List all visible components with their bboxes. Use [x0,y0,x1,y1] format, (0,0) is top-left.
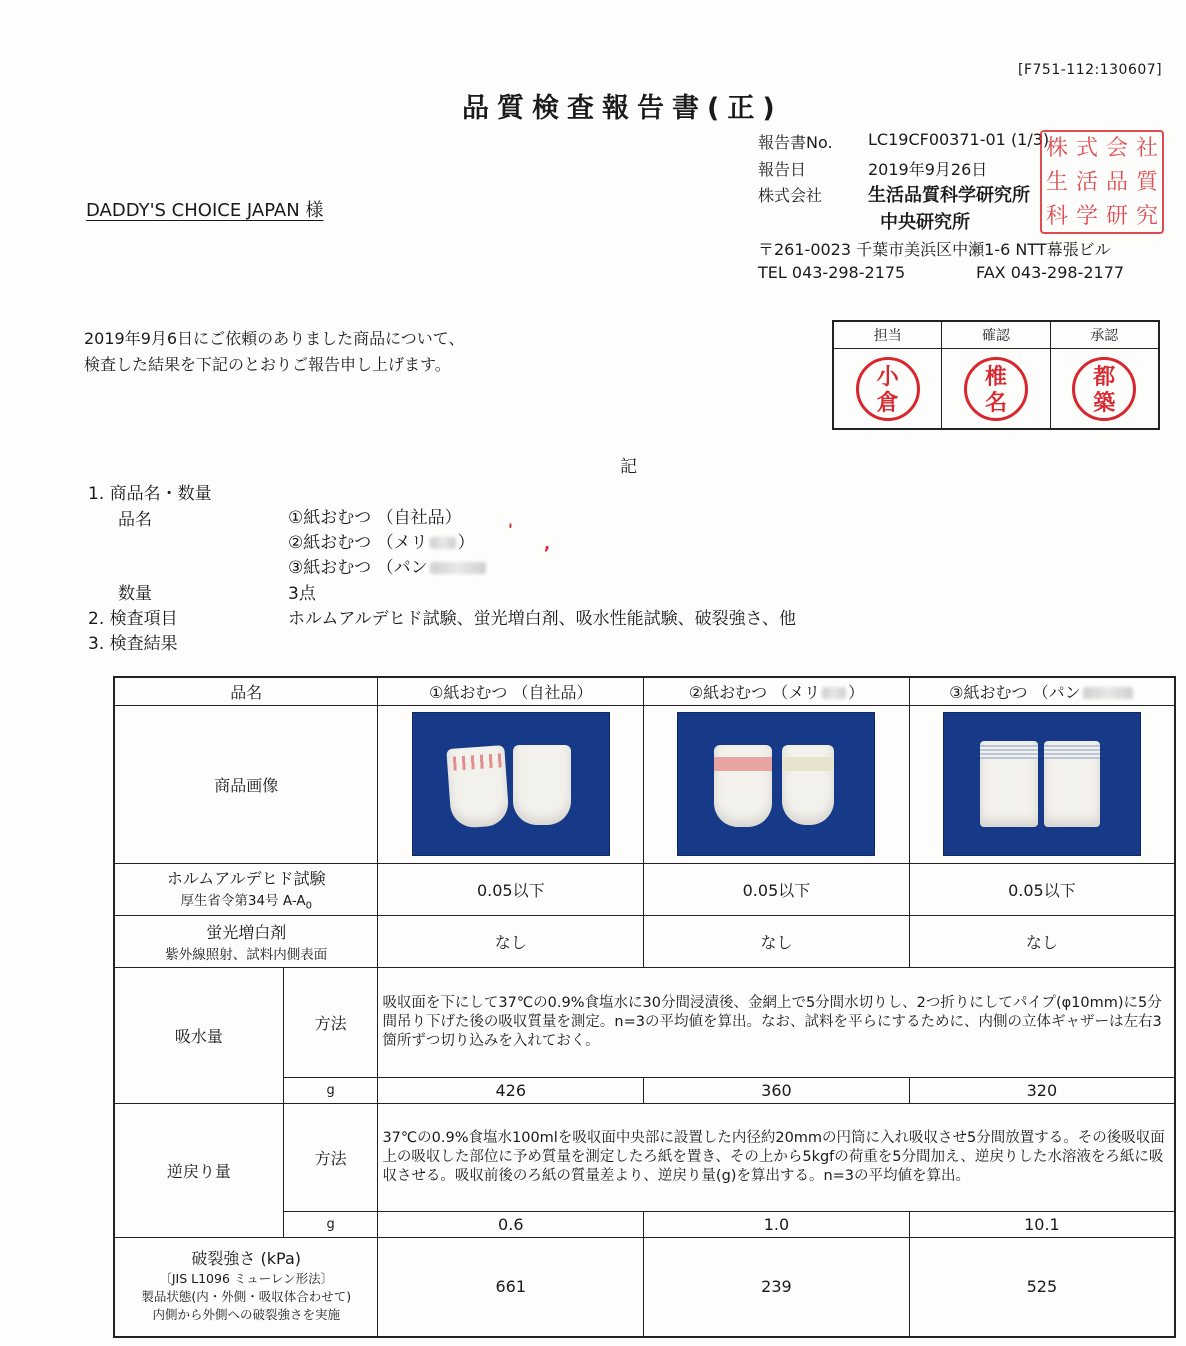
fluorescent-condition: 紫外線照射、試料内側表面 [165,946,328,963]
seal-confirm [964,357,1028,421]
ki-mark: 記 [620,457,637,477]
header-product-2-name: ②紙おむつ （メリ [688,682,821,702]
quantity-label: 数量 [118,584,152,604]
report-date-label: 報告日 [758,160,807,179]
quantity-value: 3点 [288,584,316,604]
diaper-image [714,745,772,827]
row-label-image: 商品画像 [114,705,378,863]
fluorescent-value-1: なし [378,915,644,967]
document-title: 品質検査報告書(正) [462,93,783,124]
approval-header-approve: 承認 [1050,321,1159,349]
burst-direction: 内側から外側への破裂強さを実施 [152,1306,340,1322]
fluorescent-value-2: なし [644,915,910,967]
burst-value-3: 525 [909,1237,1175,1337]
section-3-heading: 3. 検査結果 [88,634,178,654]
product-1-photo [412,712,610,856]
row-label-rewet: 逆戻り量 [114,1103,283,1237]
seal-character: 品 [1105,170,1128,195]
rewet-value-1: 0.6 [378,1211,644,1237]
red-ink-mark: , [544,534,551,553]
rewet-value-2: 1.0 [644,1211,910,1237]
redaction [1083,687,1133,699]
report-no-label: 報告書No. [758,133,833,152]
burst-value-1: 661 [378,1237,644,1337]
report-date-value: 2019年9月26日 [868,160,988,179]
seal-confirm-text: 椎名 [984,363,1007,416]
company-tel: TEL 043-298-2175 [758,263,906,282]
approval-header-charge: 担当 [833,321,942,349]
company-seal [1040,130,1164,234]
company-division: 中央研究所 [880,212,970,233]
product-3 [288,553,488,578]
header-product-3-name: ③紙おむつ （パン [949,682,1081,702]
product-2-close: ） [457,533,475,553]
absorption-value-3: 320 [909,1077,1175,1103]
formaldehyde-value-3: 0.05以下 [909,863,1175,915]
results-table [113,676,1176,1338]
formaldehyde-standard-subscript: 0 [305,900,313,912]
company-name: 生活品質科学研究所 [868,185,1030,206]
burst-title: 破裂強さ (kPa) [191,1248,301,1268]
recipient: DADDY'S CHOICE JAPAN 様 [86,200,324,221]
formaldehyde-standard-text: 厚生省令第34号 A-A [180,893,306,910]
company-label: 株式会社 [758,186,823,205]
formaldehyde-value-2: 0.05以下 [644,863,910,915]
seal-character: 式 [1075,136,1098,161]
header-product-3 [909,677,1175,705]
header-product-2-close: ） [848,682,865,702]
seal-charge [856,357,920,421]
intro-line-1: 2019年9月6日にご依頼のありました商品について、 [84,329,465,348]
fluorescent-value-3: なし [909,915,1175,967]
seal-character: 社 [1135,136,1158,161]
document-id: [F751-112:130607] [1018,62,1163,78]
seal-character: 学 [1075,204,1098,229]
redaction [430,537,456,549]
burst-value-2: 239 [644,1237,910,1337]
row-label-burst [114,1237,378,1337]
seal-character: 質 [1135,170,1158,195]
row-label-absorption: 吸水量 [114,967,283,1103]
product-name-label: 品名 [118,510,152,530]
product-3-photo [943,712,1141,856]
seal-character: 会 [1105,136,1128,161]
diaper-image [446,745,509,829]
formaldehyde-standard [115,889,377,912]
intro-line-2: 検査した結果を下記のとおりご報告申し上げます。 [84,355,451,374]
seal-character: 究 [1135,204,1158,229]
diaper-image [782,745,834,825]
product-3-photo-cell [909,705,1175,863]
product-2-photo [677,712,875,856]
header-product-1: ①紙おむつ （自社品） [378,677,644,705]
seal-character: 生 [1045,170,1068,195]
diaper-image [513,745,571,825]
row-label-formaldehyde [114,863,378,915]
seal-approve-text: 都築 [1093,363,1116,416]
rewet-value-3: 10.1 [909,1211,1175,1237]
section-1-heading: 1. 商品名・数量 [88,484,212,504]
formaldehyde-value-1: 0.05以下 [378,863,644,915]
product-3-name: ③紙おむつ （パン [288,558,428,578]
seal-character: 株 [1045,136,1068,161]
seal-character: 研 [1105,204,1128,229]
absorption-method-label: 方法 [283,967,378,1077]
product-2-photo-cell [644,705,910,863]
header-product-2 [644,677,910,705]
rewet-method-label: 方法 [283,1103,378,1211]
inspection-items: ホルムアルデヒド試験、蛍光増白剤、吸水性能試験、破裂強さ、他 [288,609,796,629]
formaldehyde-title: ホルムアルデヒド試験 [166,869,326,889]
product-1-photo-cell [378,705,644,863]
approval-table [832,320,1160,430]
header-product-name: 品名 [114,677,378,705]
seal-character: 活 [1075,170,1098,195]
fluorescent-title: 蛍光増白剤 [206,922,287,942]
seal-approve [1072,357,1136,421]
approval-header-confirm: 確認 [942,321,1050,349]
absorption-unit: g [283,1077,378,1103]
redaction [430,562,486,574]
diaper-image [1044,741,1100,827]
absorption-value-2: 360 [644,1077,910,1103]
product-2-name: ②紙おむつ （メリ [288,533,428,553]
burst-standard: 〔JIS L1096 ミューレン形法〕 [159,1270,334,1286]
rewet-unit: g [283,1211,378,1237]
company-address: 〒261-0023 千葉市美浜区中瀬1-6 NTT幕張ビル [758,240,1111,259]
product-1: ①紙おむつ （自社品） [288,508,462,528]
report-no-value: LC19CF00371-01 (1/3) [868,130,1050,149]
seal-charge-text: 小倉 [876,363,899,416]
row-label-fluorescent [114,915,378,967]
rewet-method-text: 37℃の0.9%食塩水100mlを吸収面中央部に設置した内径約20mmの円筒に入れ吸収させ5分間放置する。その後吸収面上の吸収した部位に予め質量を測定したろ紙を置き、その上から5kgfの荷重を5分間加え、逆戻りした水溶液をろ紙に吸収させる。吸収前後のろ紙の質量差より、逆戻り量(g)を算出する。n=3の平均値を算出。 [378,1103,1175,1211]
diaper-image [980,741,1038,827]
company-fax: FAX 043-298-2177 [976,263,1125,282]
redaction [822,687,846,699]
absorption-value-1: 426 [378,1077,644,1103]
section-2-heading: 2. 検査項目 [88,609,178,629]
red-ink-mark: ' [508,520,513,539]
product-2 [288,528,475,553]
burst-condition: 製品状態(内・外側・吸収体合わせて) [141,1288,352,1304]
seal-character: 科 [1045,204,1068,229]
absorption-method-text: 吸収面を下にして37℃の0.9%食塩水に30分間浸漬後、金網上で5分間水切りし、2つ折りにしてパイプ(φ10mm)に5分間吊り下げた後の吸収質量を測定。n=3の平均値を算出。なお、試料を平らにするために、内側の立体ギャザーは左右3箇所ずつ切り込みを入れておく。 [378,967,1175,1077]
